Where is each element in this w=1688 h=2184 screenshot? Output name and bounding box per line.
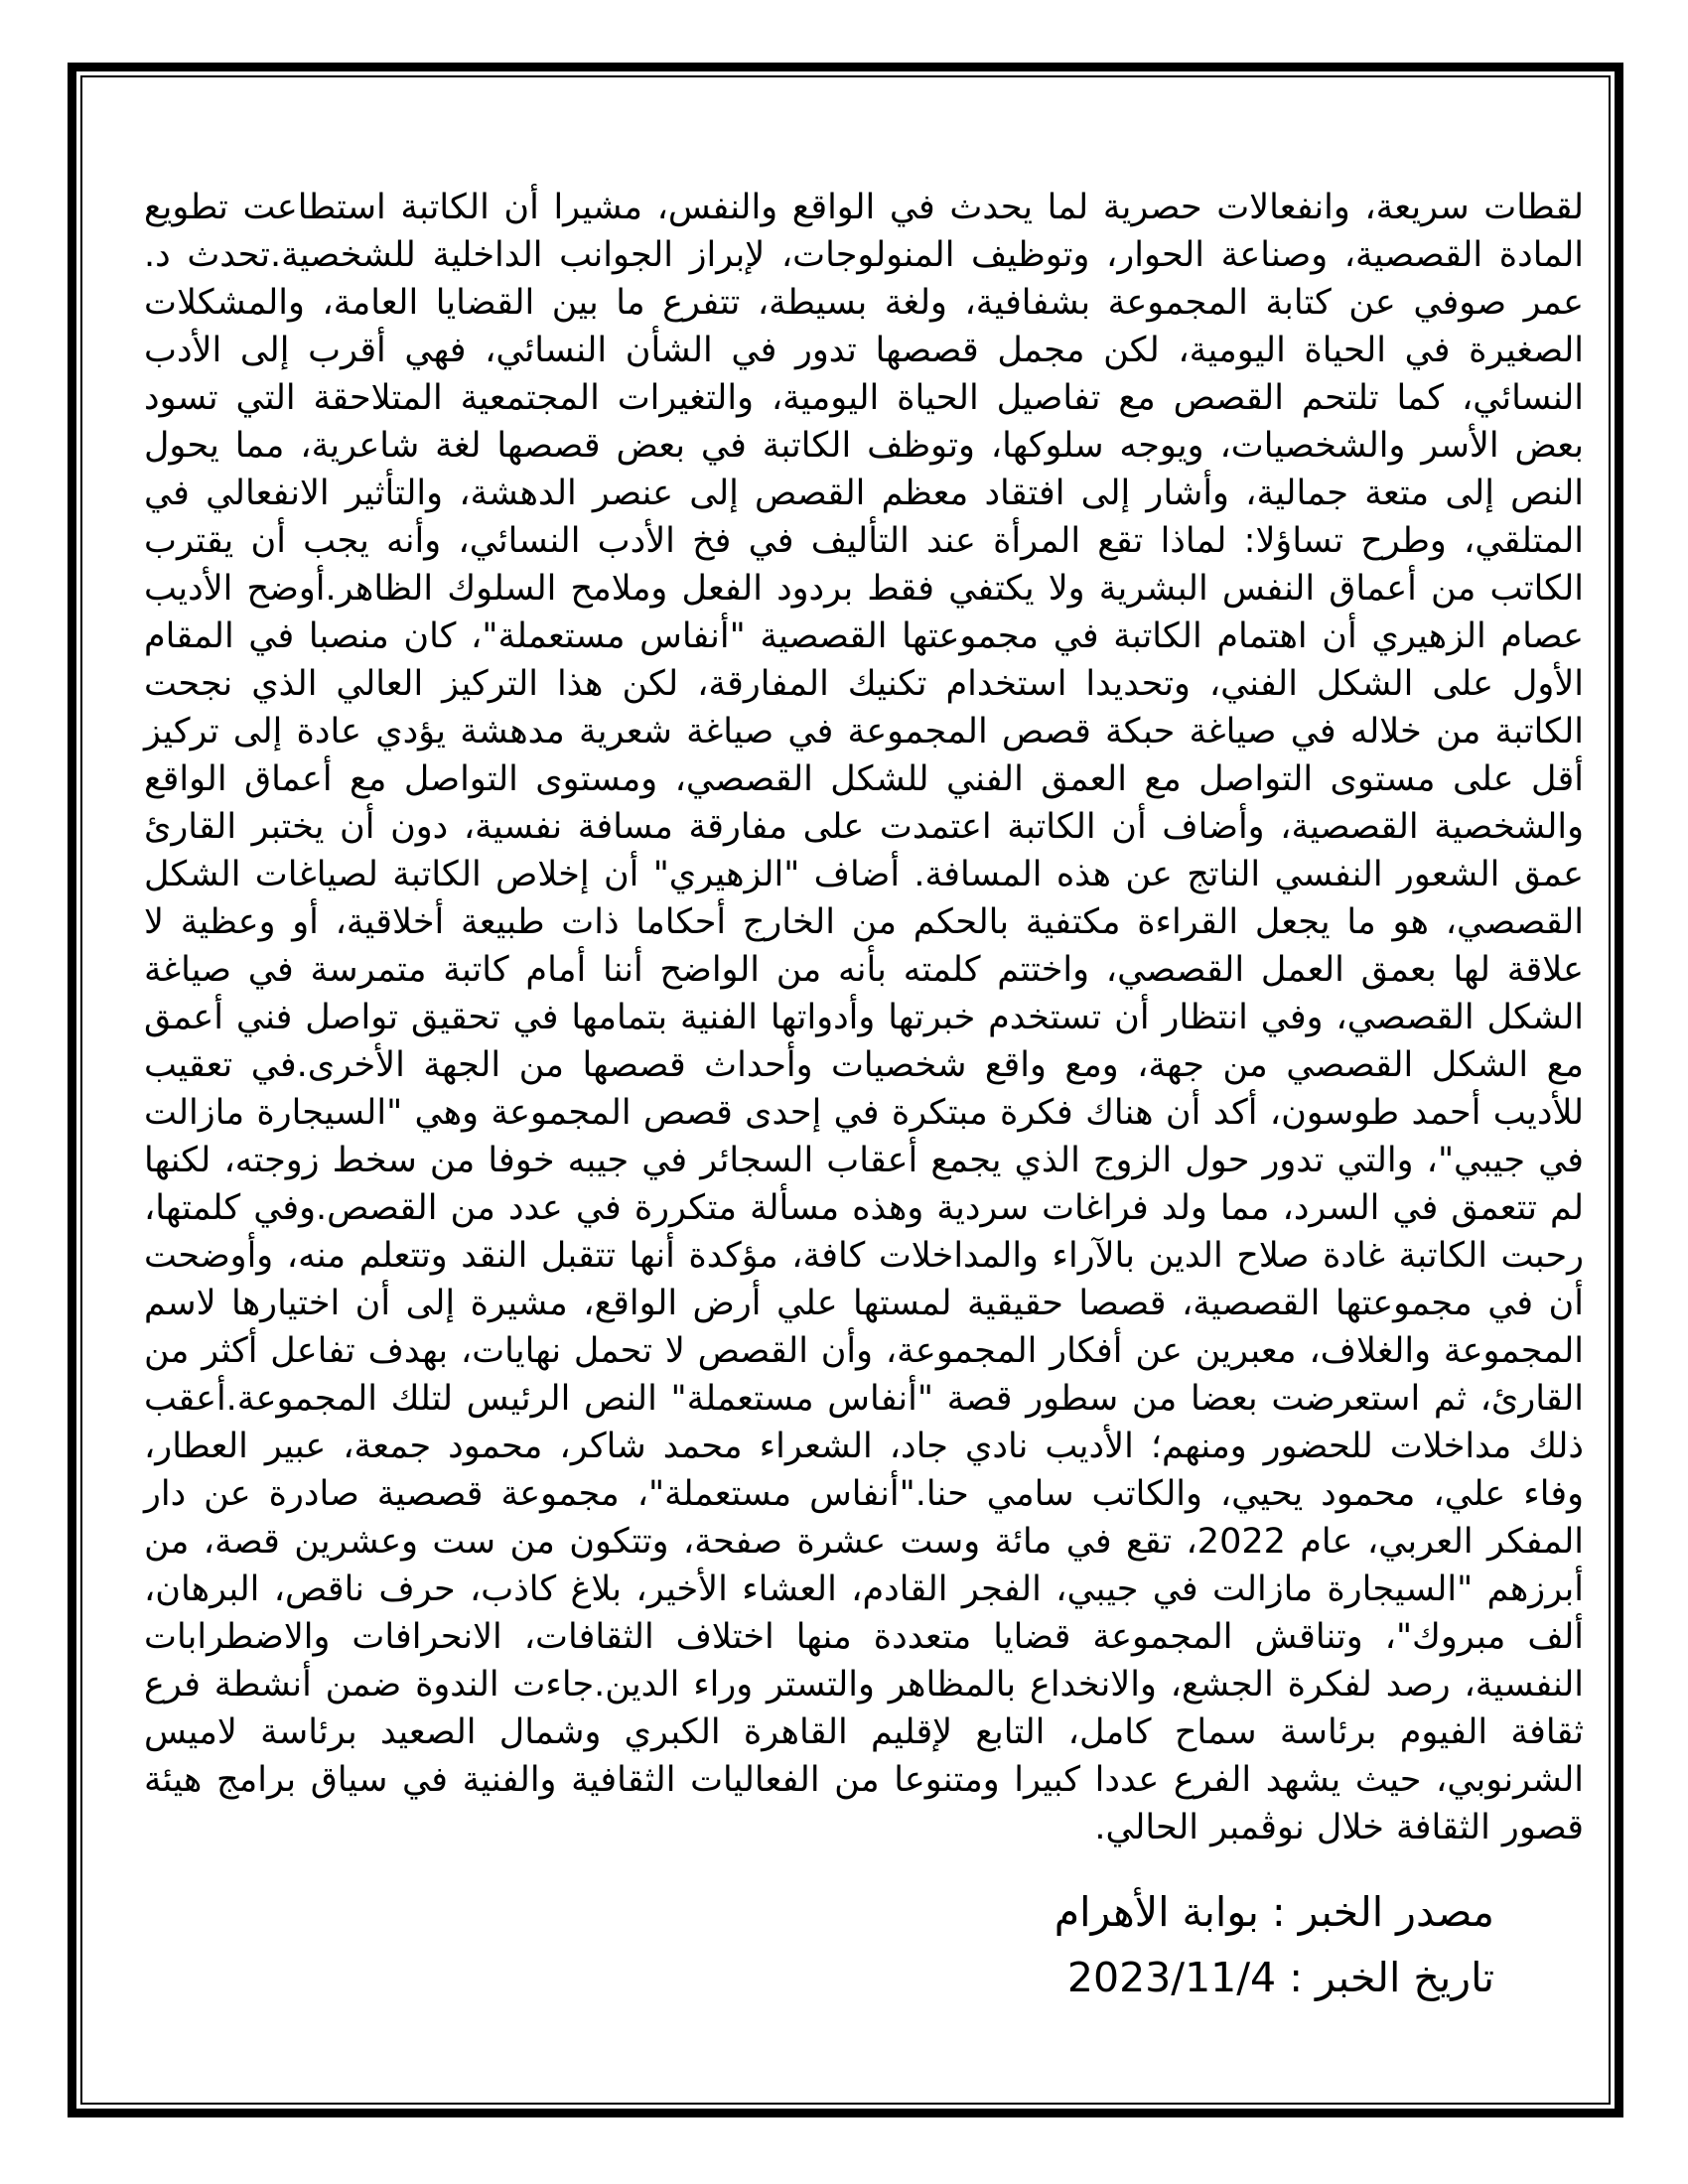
page-content — [144, 184, 1584, 2002]
news-source-line: مصدر الخبر : بوابة الأهرام — [1054, 1888, 1494, 1936]
article-body-paragraph: لقطات سريعة، وانفعالات حصرية لما يحدث في الواقع والنفس، مشيرا أن الكاتبة استطاعت تطويع المادة القصصية، وصناعة الحوار، وتوظيف المنولوجات، لإبراز الجوانب الداخلية للشخصية.تحدث د. عمر صوفي عن كتابة المجموعة بشفافية، ولغة بسيطة، تتفرع ما بين القضايا العامة، والمشكلات الصغيرة في الحياة اليومية، لكن مجمل قصصها تدور في الشأن النسائي، فهي أقرب إلى الأدب النسائي، كما تلتحم القصص مع تفاصيل الحياة اليومية، والتغيرات المجتمعية المتلاحقة التي تسود بعض الأسر والشخصيات، ويوجه سلوكها، وتوظف الكاتبة في بعض قصصها لغة شاعرية، مما يحول النص إلى متعة جمالية، وأشار إلى افتقاد معظم القصص إلى عنصر الدهشة، والتأثير الانفعالي في المتلقي، وطرح تساؤلا: لماذا تقع المرأة عند التأليف في فخ الأدب النسائي، وأنه يجب أن يقترب الكاتب من أعماق النفس البشرية ولا يكتفي فقط بردود الفعل وملامح السلوك الظاهر.أوضح الأديب عصام الزهيري أن اهتمام الكاتبة في مجموعتها القصصية "أنفاس مستعملة"، كان منصبا في المقام الأول على الشكل الفني، وتحديدا استخدام تكنيك المفارقة، لكن هذا التركيز العالي الذي نجحت الكاتبة من خلاله في صياغة حبكة قصص المجموعة في صياغة شعرية مدهشة يؤدي عادة إلى تركيز أقل على مستوى التواصل مع العمق الفني للشكل القصصي، ومستوى التواصل مع أعماق الواقع والشخصية القصصية، وأضاف أن الكاتبة اعتمدت على مفارقة مسافة نفسية، دون أن يختبر القارئ عمق الشعور النفسي الناتج عن هذه المسافة. أضاف "الزهيري" أن إخلاص الكاتبة لصياغات الشكل القصصي، هو ما يجعل القراءة مكتفية بالحكم من الخارج أحكاما ذات طبيعة أخلاقية، أو وعظية لا علاقة لها بعمق العمل القصصي، واختتم كلمته بأنه من الواضح أننا أمام كاتبة متمرسة في صياغة الشكل القصصي، وفي انتظار أن تستخدم خبرتها وأدواتها الفنية بتمامها في تحقيق تواصل فني أعمق مع الشكل القصصي من جهة، ومع واقع شخصيات وأحداث قصصها من الجهة الأخرى.في تعقيب للأديب أحمد طوسون، أكد أن هناك فكرة مبتكرة في إحدى قصص المجموعة وهي "السيجارة مازالت في جيبي"، والتي تدور حول الزوج الذي يجمع أعقاب السجائر في جيبه خوفا من سخط زوجته، لكنها لم تتعمق في السرد، مما ولد فراغات سردية وهذه مسألة متكررة في عدد من القصص.وفي كلمتها، رحبت الكاتبة غادة صلاح الدين بالآراء والمداخلات كافة، مؤكدة أنها تتقبل النقد وتتعلم منه، وأوضحت أن في مجموعتها القصصية، قصصا حقيقية لمستها علي أرض الواقع، مشيرة إلى أن اختيارها لاسم المجموعة والغلاف، معبرين عن أفكار المجموعة، وأن القصص لا تحمل نهايات، بهدف تفاعل أكثر من القارئ، ثم استعرضت بعضا من سطور قصة "أنفاس مستعملة" النص الرئيس لتلك المجموعة.أعقب ذلك مداخلات للحضور ومنهم؛ الأديب نادي جاد، الشعراء محمد شاكر، محمود جمعة، عبير العطار، وفاء علي، محمود يحيي، والكاتب سامي حنا."أنفاس مستعملة"، مجموعة قصصية صادرة عن دار المفكر العربي، عام 2022، تقع في مائة وست عشرة صفحة، وتتكون من ست وعشرين قصة، من أبرزهم "السيجارة مازالت في جيبي، الفجر القادم، العشاء الأخير، بلاغ كاذب، حرف ناقص، البرهان، ألف مبروك"، وتناقش المجموعة قضايا متعددة منها اختلاف الثقافات، الانحرافات والاضطرابات النفسية، رصد لفكرة الجشع، والانخداع بالمظاهر والتستر وراء الدين.جاءت الندوة ضمن أنشطة فرع ثقافة الفيوم برئاسة سماح كامل، التابع لإقليم القاهرة الكبري وشمال الصعيد برئاسة لاميس الشرنوبي، حيث يشهد الفرع عددا كبيرا ومتنوعا من الفعاليات الثقافية والفنية في سياق برامج هيئة قصور الثقافة خلال نوڤمبر الحالي. — [144, 188, 1584, 1847]
article-footer — [144, 1887, 1494, 2002]
news-date-line: تاريخ الخبر : 2023/11/4 — [1066, 1954, 1494, 2001]
